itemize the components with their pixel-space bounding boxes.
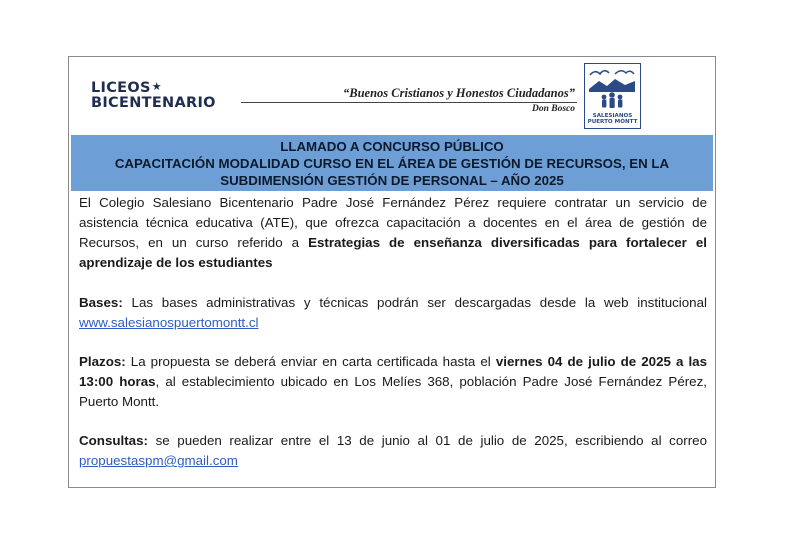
title-line-1: LLAMADO A CONCURSO PÚBLICO <box>280 139 504 154</box>
consultas-paragraph <box>79 431 707 451</box>
consultas-text: se pueden realizar entre el 13 de junio al 01 de julio de 2025, escribiendo al correo <box>147 433 707 448</box>
plazos-paragraph <box>79 352 707 412</box>
crest-text-line1: SALESIANOS <box>592 113 633 119</box>
document-body <box>79 193 707 471</box>
motto-divider <box>241 102 577 103</box>
crest-emblem-icon <box>585 65 639 109</box>
intro-text: El Colegio Salesiano Bicentenario Padre José Fernández Pérez requiere contratar un servicio de asistencia técnica educativa (ATE), que ofrezca capacitación a docentes en el área de gestión de Recursos, en un curso referido a <box>79 195 707 250</box>
email-link[interactable]: propuestaspm@gmail.com <box>79 453 238 468</box>
bases-link-line <box>79 313 707 333</box>
intro-highlight: Estrategias de enseñanza diversificadas para fortalecer el aprendizaje de los estudiantes <box>79 235 707 270</box>
salesianos-crest-logo <box>584 63 641 129</box>
motto-author: Don Bosco <box>531 104 575 114</box>
crest-text-line2: PUERTO MONTT <box>587 119 638 125</box>
consultas-email-line <box>79 451 707 471</box>
plazos-text-1: La propuesta se deberá enviar en carta certificada hasta el <box>125 354 496 369</box>
website-link[interactable]: www.salesianospuertomontt.cl <box>79 315 259 330</box>
liceos-bicentenario-logo: LICEOS★ BICENTENARIO <box>91 80 216 111</box>
motto: “Buenos Cristianos y Honestos Ciudadanos” <box>342 86 575 100</box>
bases-text: Las bases administrativas y técnicas podrán ser descargadas desde la web institucional <box>122 295 707 310</box>
plazos-label: Plazos: <box>79 354 126 369</box>
intro-paragraph <box>79 193 707 273</box>
bases-label: Bases: <box>79 295 123 310</box>
consultas-label: Consultas: <box>79 433 148 448</box>
star-icon: ★ <box>151 80 162 93</box>
title-line-2: CAPACITACIÓN MODALIDAD CURSO EN EL ÁREA DE GESTIÓN DE RECURSOS, EN LA <box>114 156 670 171</box>
title-line-3: SUBDIMENSIÓN GESTIÓN DE PERSONAL – AÑO 2025 <box>220 173 564 188</box>
bases-paragraph <box>79 293 707 313</box>
plazos-text-2: , al establecimiento ubicado en Los Melíes 368, población Padre José Fernández Pérez, Puerto Montt. <box>79 374 707 409</box>
document-header <box>69 57 715 132</box>
announcement-document <box>68 56 716 488</box>
plazos-deadline: viernes 04 de julio de 2025 a las 13:00 horas <box>79 354 707 389</box>
title-banner <box>71 135 713 191</box>
